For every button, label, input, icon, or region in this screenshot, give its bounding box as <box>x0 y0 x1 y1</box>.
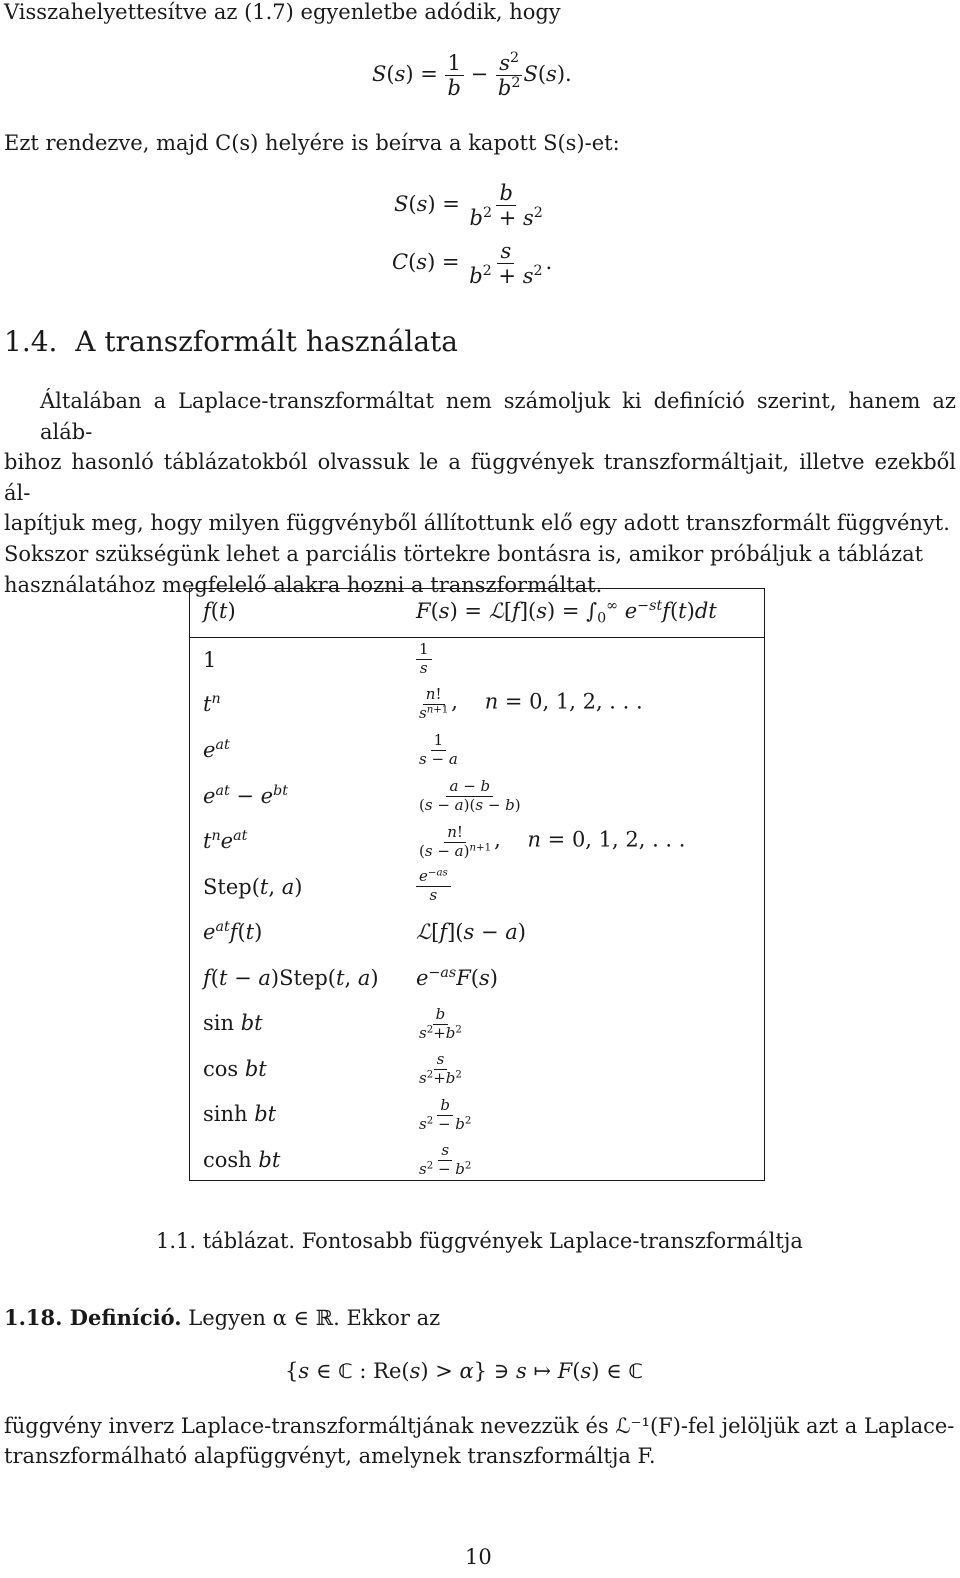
table-row-5-left: $t^ne^{at}$ <box>203 828 248 853</box>
section-number: 1.4. <box>4 325 58 358</box>
table-row-2-left: $t^n$ <box>203 691 221 716</box>
section-title: A transzformált használata <box>75 325 458 358</box>
paragraph-line: Általában a Laplace-transzformáltat nem számoljuk ki definíció szerint, hanem az aláb- <box>40 389 956 444</box>
table-row-3-left: $e^{at}$ <box>203 737 230 762</box>
definition-label: 1.18. Definíció. <box>4 1305 182 1330</box>
table-row-5-right: $\frac{n!}{(s - a)^{n+1}}$ , n = 0, 1, 2, . . . <box>419 823 686 860</box>
table-row-4-left: $e^{at} - e^{bt}$ <box>203 783 288 808</box>
table-row-10-left: cos bt <box>203 1057 267 1081</box>
table-caption: 1.1. táblázat. Fontosabb függvények Laplace-transzformáltja <box>156 1229 803 1253</box>
table-row-9-right: $\frac{b}{s^2+b^2}$ <box>419 1005 462 1042</box>
table-row-11-right: $\frac{b}{s^2 - b^2}$ <box>419 1096 472 1133</box>
paragraph-line: használatához megfelelő alakra hozni a transzformáltat. <box>4 572 603 597</box>
final-line-2: transzformálható alapfüggvényt, amelynek transzformáltja F. <box>4 1444 656 1468</box>
table-row-10-right: $\frac{s}{s^2+b^2}$ <box>419 1050 462 1087</box>
table-header-left: f(t) <box>203 599 236 623</box>
final-line-1: függvény inverz Laplace-transzformáltjának nevezzük és ℒ⁻¹(F)-fel jelöljük azt a Laplace- <box>4 1414 955 1438</box>
table-row-7-left: $e^{at}f(t)$ <box>203 919 263 944</box>
definition <box>4 1305 440 1330</box>
table-header-right: F(s) = ℒ[f](s) = $\int_0^\infty$ $e^{-st}f(t)dt$ <box>416 598 717 627</box>
table-row-6-right: $\frac{e^{-as}}{s}$ <box>416 869 451 904</box>
section-heading <box>4 325 458 358</box>
table-header-rule <box>190 637 764 638</box>
table-row-12-right: $\frac{s}{s^2 - b^2}$ <box>419 1141 472 1178</box>
table-row-8-right: $e^{-as}F(s)$ <box>416 965 498 990</box>
body-paragraph <box>4 386 956 600</box>
definition-intro: Legyen α ∈ ℝ. Ekkor az <box>188 1306 441 1330</box>
table-row-4-right: $\frac{a - b}{(s - a)(s - b)}$ <box>419 777 521 814</box>
equation-C: C(s) = $\frac{s}{b^2 + s^2}$ . <box>392 239 553 289</box>
table-row-12-left: cosh bt <box>203 1148 281 1172</box>
laplace-table <box>189 588 765 1181</box>
table-row-3-right: $\frac{1}{s - a}$ <box>419 731 458 768</box>
table-row-9-left: sin bt <box>203 1011 263 1035</box>
paragraph-line: bihoz hasonló táblázatokból olvassuk le a függvények transzformáltjait, illetve ezekből ál- <box>4 450 956 505</box>
table-row-6-left: Step(t, a) <box>203 875 303 899</box>
intro-line: Visszahelyettesítve az (1.7) egyenletbe adódik, hogy <box>4 0 561 24</box>
table-row-8-left: f(t − a)Step(t, a) <box>203 966 379 990</box>
table-row-7-right: ℒ[f](s − a) <box>416 920 526 944</box>
table-row-1-left: 1 <box>203 648 217 672</box>
equation-S: S(s) = $\frac{b}{b^2 + s^2}$ <box>394 181 543 231</box>
paragraph-line: Sokszor szükségünk lehet a parciális törtekre bontásra is, amikor próbáljuk a táblázat <box>4 541 924 566</box>
equation-1: S(s) = $\frac{1}{b}$ − $\frac{s^2}{b^2}$ S(s). <box>372 50 572 101</box>
rearrange-line: Ezt rendezve, majd C(s) helyére is beírva a kapott S(s)-et: <box>4 131 620 155</box>
page-number: 10 <box>465 1545 492 1569</box>
table-row-2-right: $\frac{n!}{s^{n+1}}$ , n = 0, 1, 2, . . . <box>419 685 643 722</box>
table-row-11-left: sinh bt <box>203 1102 277 1126</box>
table-row-1-right: $\frac{1}{s}$ <box>416 642 432 677</box>
paragraph-line: lapítjuk meg, hogy milyen függvényből állítottunk elő egy adott transzformált függvényt. <box>4 511 950 536</box>
set-expression: {s ∈ ℂ : Re(s) > α} ∋ s ↦ F(s) ∈ ℂ <box>285 1359 643 1383</box>
